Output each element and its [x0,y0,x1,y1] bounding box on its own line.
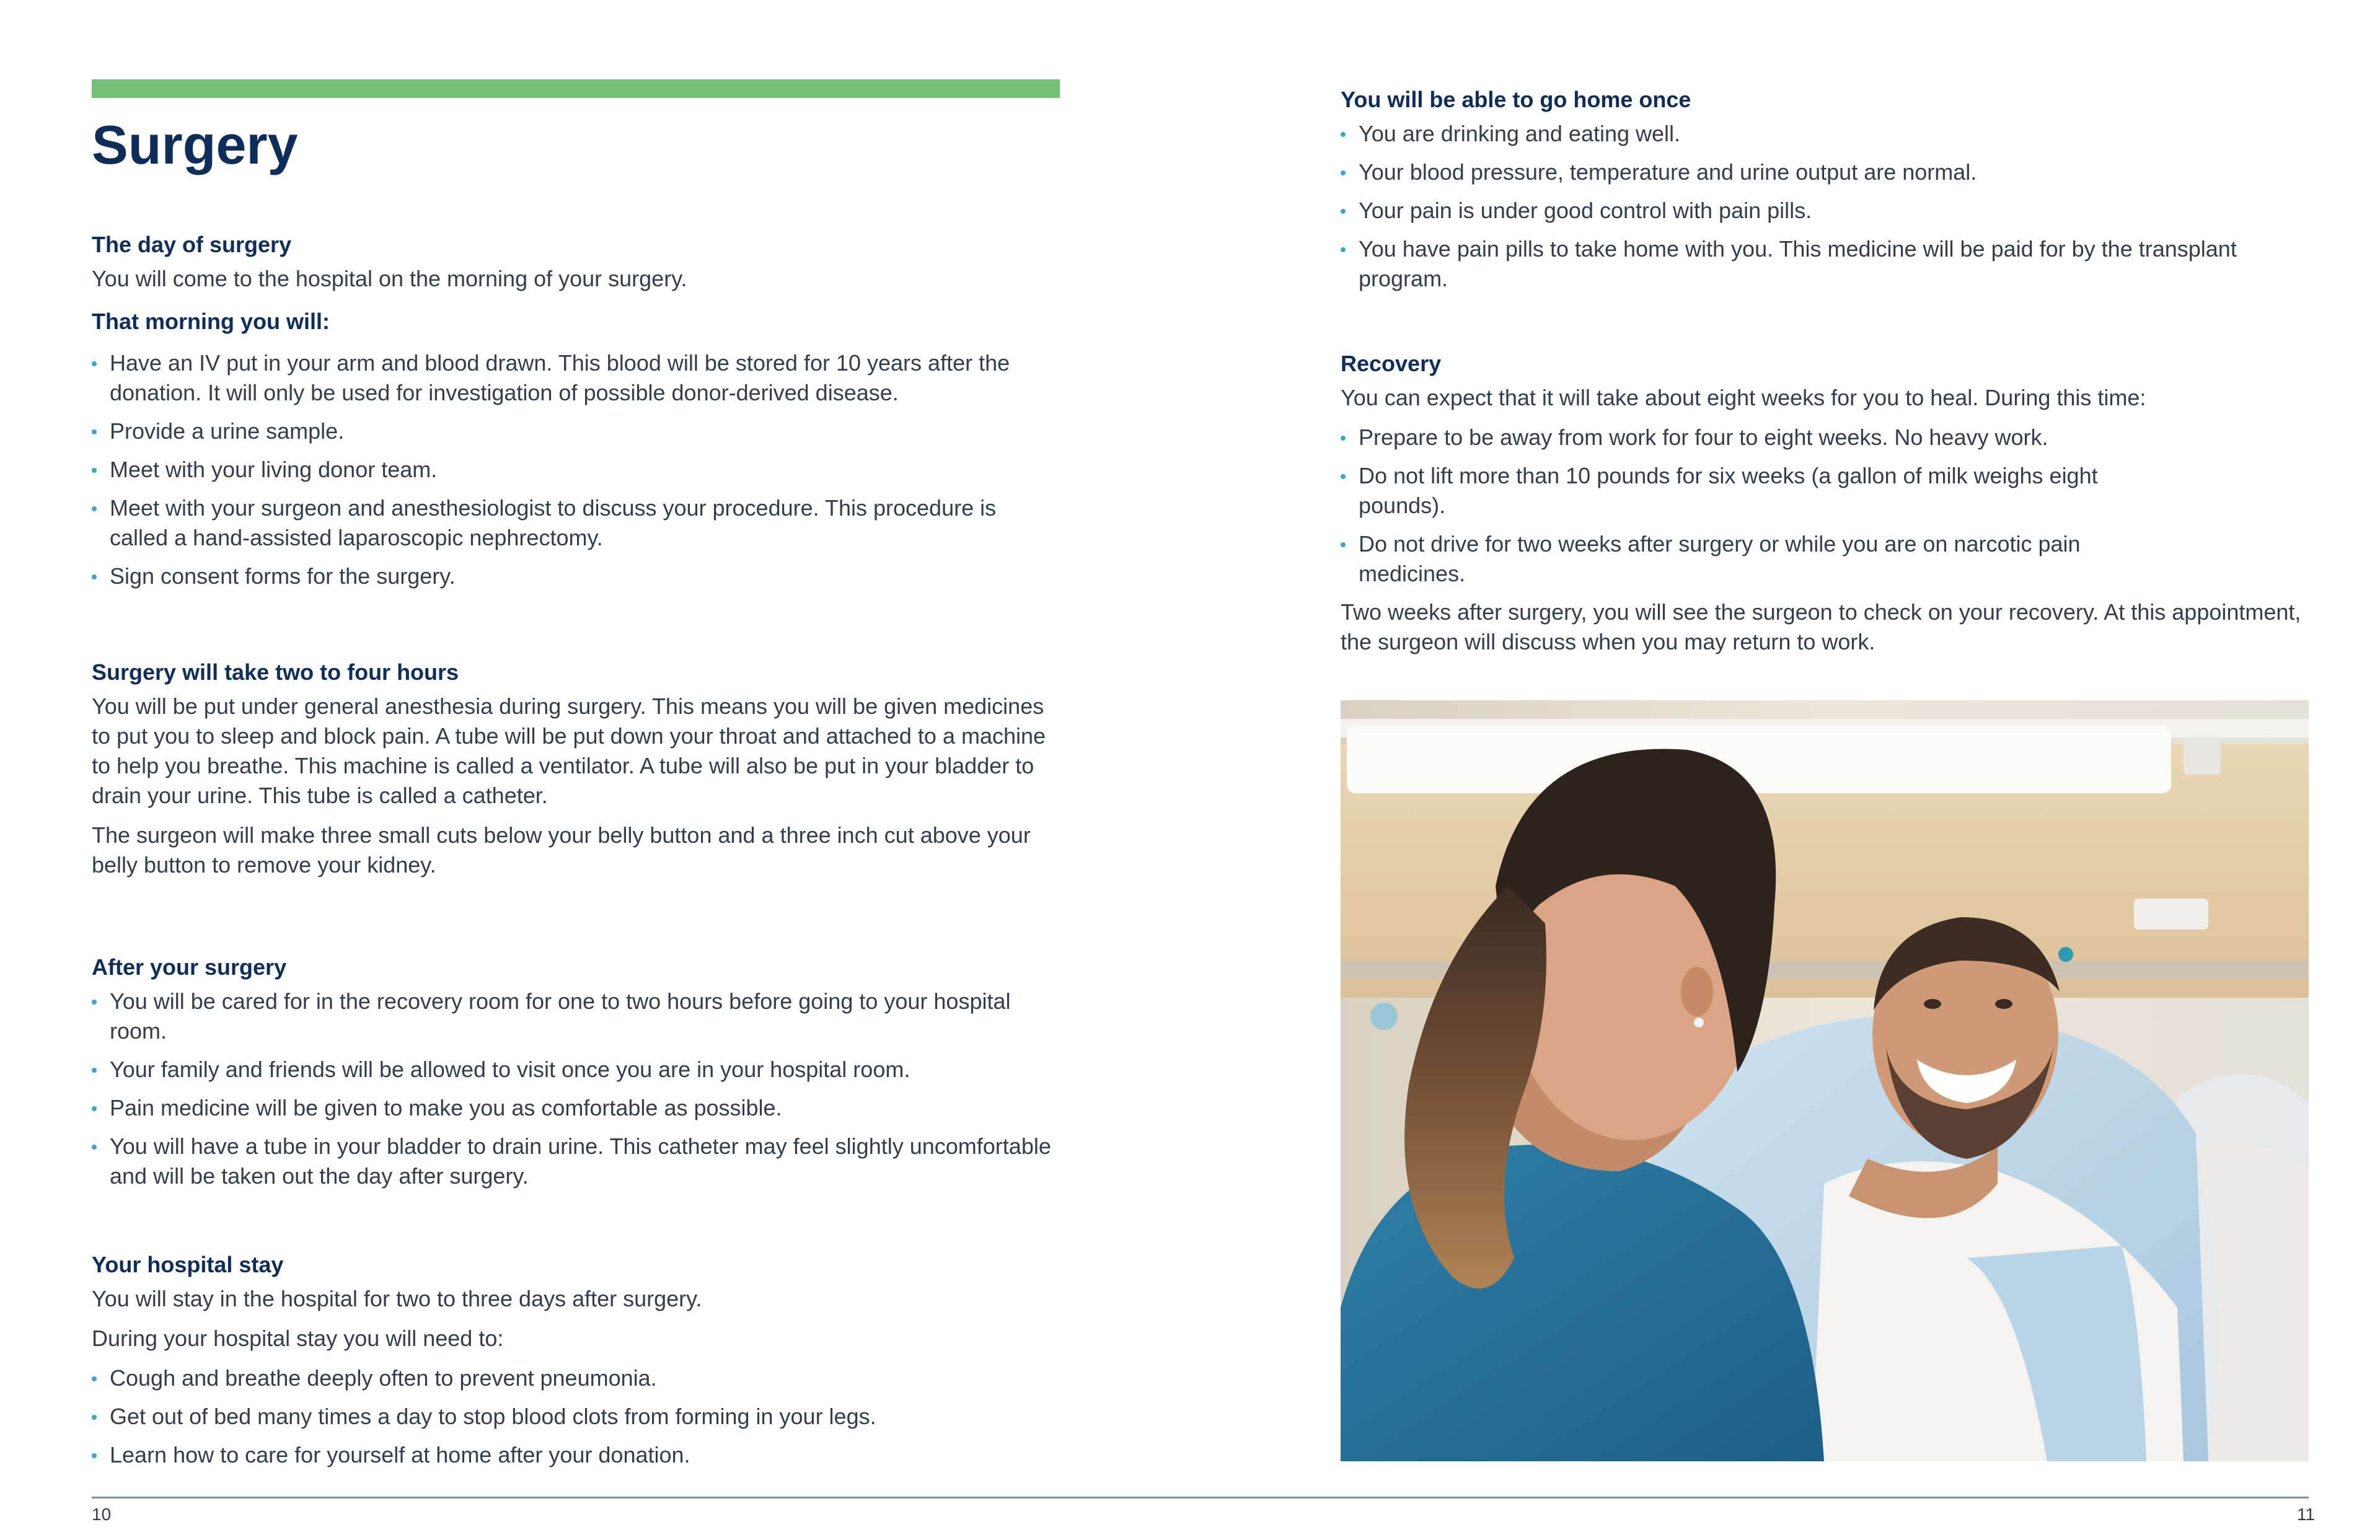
bullet-icon [1341,474,1346,479]
bullet-icon [92,1453,97,1458]
page-number-left: 10 [92,1505,112,1524]
list-item: Do not drive for two weeks after surgery or while you are on narcotic pain medicines. [1341,529,2309,589]
bullet-icon [92,361,97,366]
bullet-icon [92,574,97,579]
list-item: Provide a urine sample. [92,416,1060,446]
go-home-heading: You will be able to go home once [1341,87,1691,112]
bullet-icon [92,1415,97,1420]
list-item: Sign consent forms for the surgery. [92,561,1060,591]
day-of-surgery-heading: The day of surgery [92,232,292,257]
photo-illustration [1341,700,2309,1461]
list-item: Cough and breathe deeply often to prevent pneumonia. [92,1363,1060,1393]
bullet-icon [92,1376,97,1381]
surgery-duration-section [92,653,1060,880]
bullet-icon [92,1106,97,1111]
surgery-duration-p2: The surgeon will make three small cuts below your belly button and a three inch cut above your belly button to remove your kidney. [92,822,1031,878]
list-item: Your pain is under good control with pain pills. [1341,196,2309,226]
nurse-patient-photo [1341,700,2309,1461]
hospital-stay-p2: During your hospital stay you will need to: [92,1326,504,1351]
hospital-stay-p1: You will stay in the hospital for two to three days after surgery. [92,1286,702,1311]
list-item: You will be cared for in the recovery room for one to two hours before going to your hospital room. [92,987,1060,1046]
list-item: You have pain pills to take home with you. This medicine will be paid for by the transplant program. [1341,234,2309,294]
list-item: Your family and friends will be allowed to visit once you are in your hospital room. [92,1055,1060,1085]
page-number-right: 11 [2297,1505,2316,1524]
recovery-list [1341,423,2309,589]
day-of-surgery-section [92,226,1060,600]
bullet-icon [92,1000,97,1005]
bullet-icon [92,1068,97,1073]
bullet-icon [92,1145,97,1150]
morning-list [92,348,1060,591]
list-item: Learn how to care for yourself at home after your donation. [92,1440,1060,1470]
surgery-duration-heading: Surgery will take two to four hours [92,659,459,685]
list-item: Do not lift more than 10 pounds for six weeks (a gallon of milk weighs eight pounds). [1341,461,2309,521]
list-item: Have an IV put in your arm and blood drawn. This blood will be stored for 10 years after the donation. It will only be used for investigation of possible donor-derived disease. [92,348,1060,408]
hospital-stay-list [92,1363,1060,1470]
go-home-section [1341,81,2309,302]
after-surgery-heading: After your surgery [92,954,287,980]
hospital-stay-heading: Your hospital stay [92,1252,284,1277]
day-of-surgery-text: You will come to the hospital on the morning of your surgery. [92,266,687,291]
list-item: Meet with your surgeon and anesthesiologist to discuss your procedure. This procedure is called a hand-assisted laparoscopic nephrectomy. [92,493,1060,553]
bullet-icon [1341,209,1346,214]
accent-bar [92,79,1060,98]
that-morning-heading: That morning you will: [92,309,330,334]
bullet-icon [92,429,97,434]
recovery-heading: Recovery [1341,351,1442,376]
list-item: Get out of bed many times a day to stop blood clots from forming in your legs. [92,1402,1060,1432]
surgery-duration-p1: You will be put under general anesthesia during surgery. This means you will be given medicines to put you to sleep and block pain. A tube will be put down your throat and attached to a machine to help you breathe. This machine is called a ventilator. A tube will also be put in your bladder to drain your urine. This tube is called a catheter. [92,693,1046,808]
bullet-icon [1341,170,1346,175]
bullet-icon [92,468,97,473]
bullet-icon [1341,247,1346,252]
list-item: Meet with your living donor team. [92,455,1060,485]
after-surgery-section [92,948,1060,1200]
recovery-section [1341,345,2309,657]
go-home-list [1341,119,2309,294]
list-item: Your blood pressure, temperature and urine output are normal. [1341,157,2309,187]
list-item: Pain medicine will be given to make you as comfortable as possible. [92,1093,1060,1123]
recovery-text: You can expect that it will take about eight weeks for you to heal. During this time: [1341,385,2146,410]
bullet-icon [1341,542,1346,547]
recovery-closing: Two weeks after surgery, you will see the surgeon to check on your recovery. At this appointment, the surgeon will discuss when you may return to work. [1341,599,2301,654]
bullet-icon [1341,132,1346,137]
page-title: Surgery [92,114,298,175]
footer-rule [92,1497,2309,1498]
list-item: Prepare to be away from work for four to eight weeks. No heavy work. [1341,423,2309,452]
bullet-icon [1341,436,1346,441]
hospital-stay-section [92,1246,1060,1479]
list-item: You will have a tube in your bladder to drain urine. This catheter may feel slightly uncomfortable and will be taken out the day after surgery. [92,1132,1060,1191]
list-item: You are drinking and eating well. [1341,119,2309,149]
after-surgery-list [92,987,1060,1191]
bullet-icon [92,506,97,511]
